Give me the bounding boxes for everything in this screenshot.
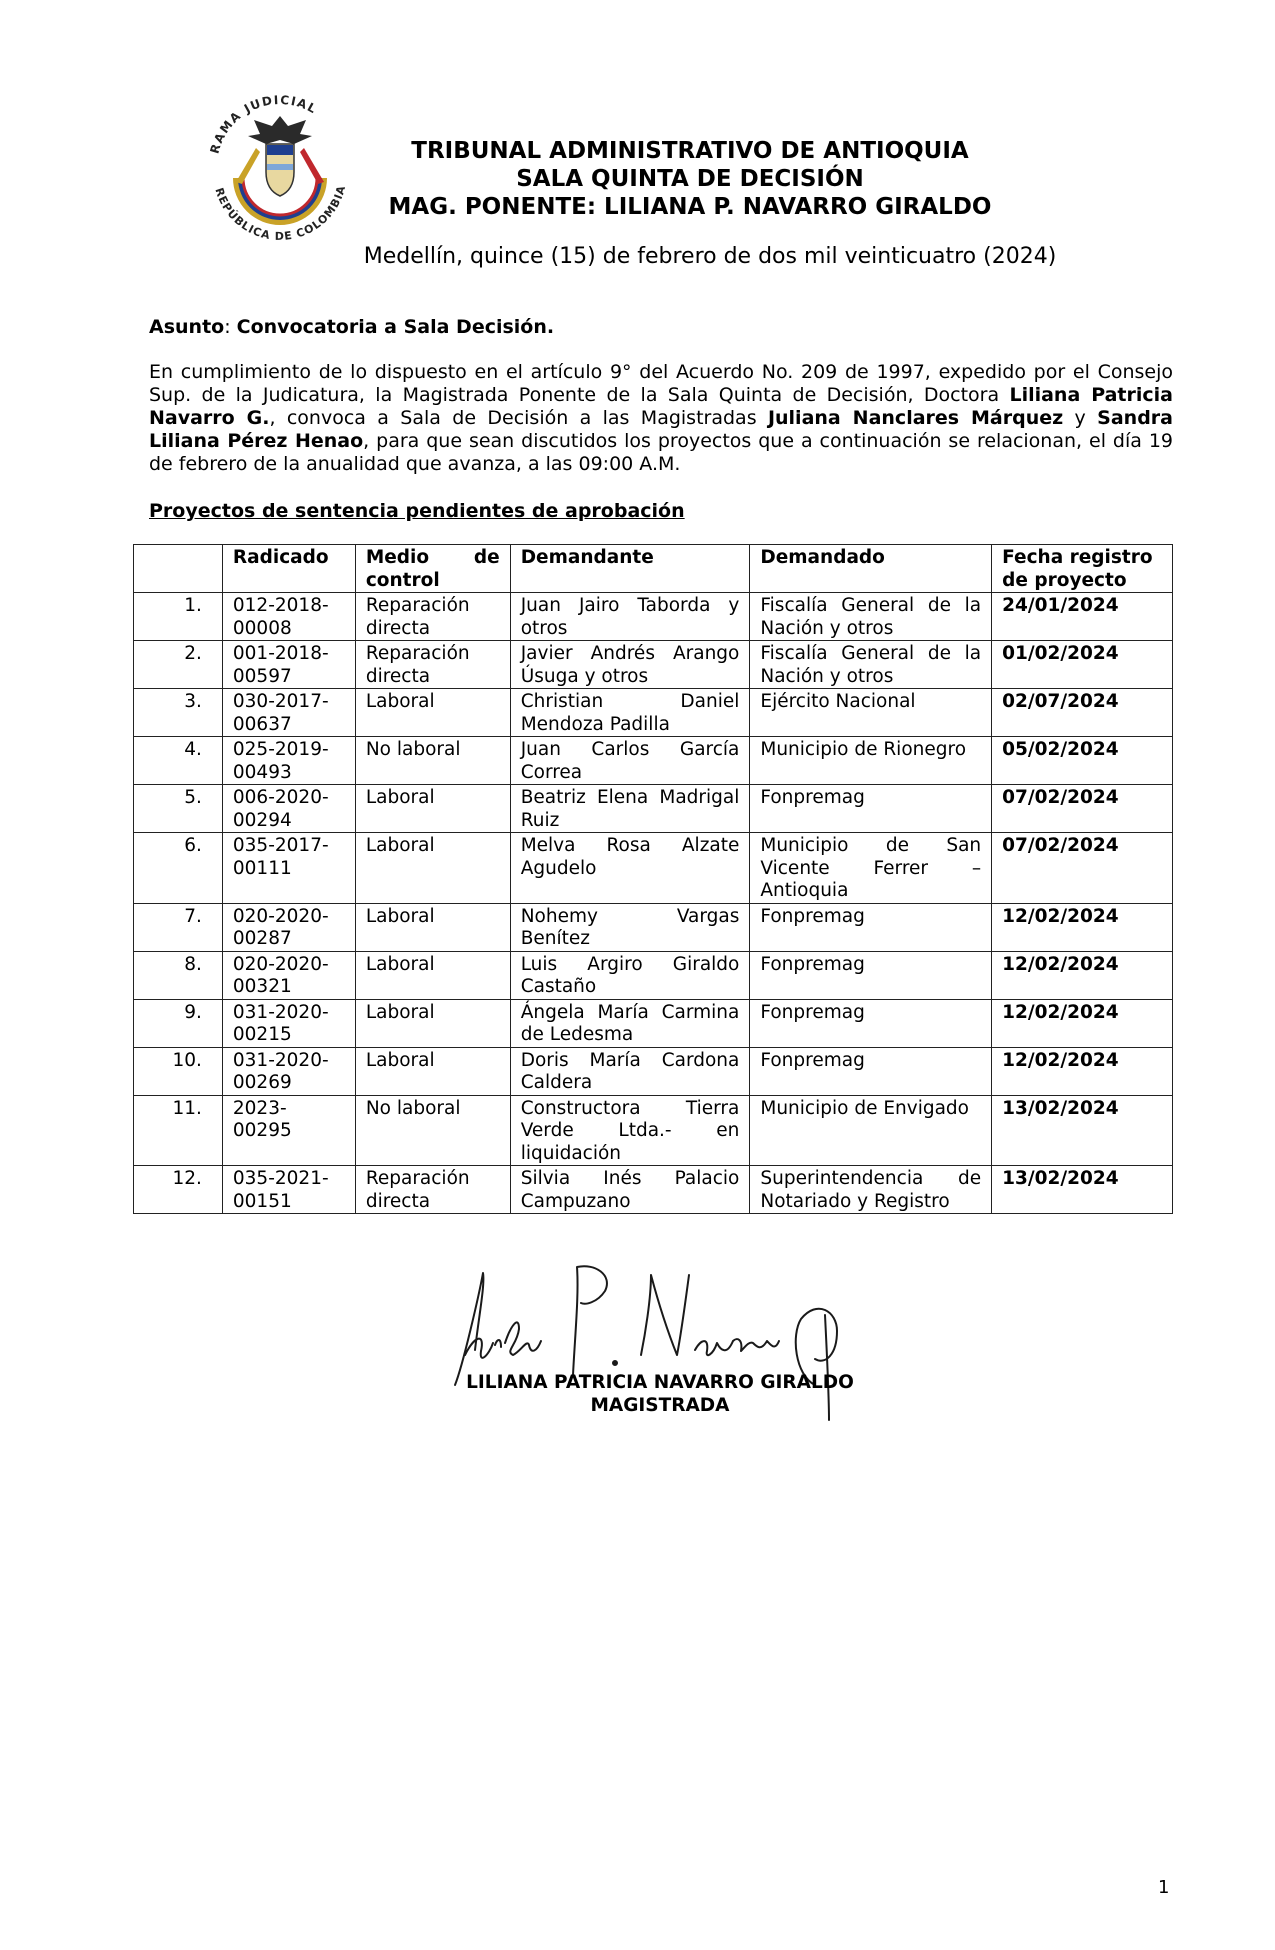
row-demandante: Melva Rosa Alzate Agudelo: [510, 833, 750, 904]
page-number: 1: [1158, 1877, 1170, 1898]
row-medio-control: Laboral: [355, 785, 510, 833]
row-demandado: Municipio de San Vicente Ferrer – Antioquia: [750, 833, 992, 904]
row-fecha: 12/02/2024: [992, 951, 1173, 999]
chamber-name: SALA QUINTA DE DECISIÓN: [516, 166, 864, 192]
seal-text-top: RAMA JUDICIAL: [207, 92, 320, 156]
row-fecha: 12/02/2024: [992, 1047, 1173, 1095]
table-title: Proyectos de sentencia pendientes de aprobación: [149, 500, 685, 522]
subject-value: Convocatoria a Sala Decisión.: [236, 316, 555, 338]
table-header-row: [134, 545, 1173, 593]
table-row: [134, 999, 1173, 1047]
row-demandante: Javier Andrés Arango Úsuga y otros: [510, 641, 750, 689]
row-radicado: 035-2021-00151: [222, 1166, 355, 1214]
row-fecha: 05/02/2024: [992, 737, 1173, 785]
table-row: [134, 833, 1173, 904]
row-fecha: 12/02/2024: [992, 903, 1173, 951]
row-number: 6.: [134, 833, 223, 904]
row-medio-control: No laboral: [355, 1095, 510, 1166]
row-radicado: 006-2020-00294: [222, 785, 355, 833]
subject-line: [149, 316, 554, 338]
table-row: [134, 593, 1173, 641]
row-radicado: 035-2017-00111: [222, 833, 355, 904]
row-fecha: 12/02/2024: [992, 999, 1173, 1047]
magistrate-name-3: Sandra Liliana Pérez Henao: [149, 407, 1173, 452]
row-demandado: Ejército Nacional: [750, 689, 992, 737]
row-demandado: Municipio de Envigado: [750, 1095, 992, 1166]
row-demandado: Superintendencia de Notariado y Registro: [750, 1166, 992, 1214]
row-number: 5.: [134, 785, 223, 833]
row-medio-control: No laboral: [355, 737, 510, 785]
row-demandado: Fonpremag: [750, 1047, 992, 1095]
table-row: [134, 951, 1173, 999]
row-medio-control: Laboral: [355, 951, 510, 999]
header-demandado: Demandado: [750, 545, 992, 593]
paragraph-text-2: , convoca a Sala de Decisión a las Magistradas: [269, 407, 768, 429]
row-demandante: Ángela María Carmina de Ledesma: [510, 999, 750, 1047]
row-medio-control: Laboral: [355, 999, 510, 1047]
row-demandado: Fonpremag: [750, 999, 992, 1047]
table-row: [134, 1095, 1173, 1166]
header-num: [134, 545, 223, 593]
row-number: 12.: [134, 1166, 223, 1214]
presiding-magistrate: MAG. PONENTE: LILIANA P. NAVARRO GIRALDO: [388, 194, 992, 220]
row-medio-control: Laboral: [355, 903, 510, 951]
row-radicado: 012-2018-00008: [222, 593, 355, 641]
header-medio-control: Medio de control: [355, 545, 510, 593]
row-demandante: Nohemy Vargas Benítez: [510, 903, 750, 951]
row-number: 1.: [134, 593, 223, 641]
row-fecha: 13/02/2024: [992, 1166, 1173, 1214]
row-medio-control: Laboral: [355, 1047, 510, 1095]
row-demandado: Fonpremag: [750, 785, 992, 833]
row-radicado: 001-2018-00597: [222, 641, 355, 689]
row-number: 4.: [134, 737, 223, 785]
court-name: TRIBUNAL ADMINISTRATIVO DE ANTIOQUIA: [411, 138, 969, 164]
header-fecha-registro: Fecha registro de proyecto: [992, 545, 1173, 593]
row-radicado: 030-2017-00637: [222, 689, 355, 737]
row-demandante: Silvia Inés Palacio Campuzano: [510, 1166, 750, 1214]
row-number: 8.: [134, 951, 223, 999]
body-paragraph: [149, 361, 1173, 476]
signer-name: LILIANA PATRICIA NAVARRO GIRALDO: [466, 1372, 854, 1393]
row-demandante: Christian Daniel Mendoza Padilla: [510, 689, 750, 737]
row-number: 3.: [134, 689, 223, 737]
signature-block: [410, 1371, 910, 1417]
row-number: 7.: [134, 903, 223, 951]
row-medio-control: Reparación directa: [355, 593, 510, 641]
row-fecha: 13/02/2024: [992, 1095, 1173, 1166]
row-medio-control: Laboral: [355, 833, 510, 904]
row-fecha: 02/07/2024: [992, 689, 1173, 737]
seal-text-bottom: REPÚBLICA DE COLOMBIA: [212, 183, 349, 243]
projects-table: [133, 544, 1173, 1214]
table-row: [134, 1047, 1173, 1095]
header-demandante: Demandante: [510, 545, 750, 593]
table-row: [134, 689, 1173, 737]
magistrate-name-1: Liliana Patricia Navarro G.: [149, 384, 1173, 429]
row-radicado: 020-2020-00321: [222, 951, 355, 999]
date-line: Medellín, quince (15) de febrero de dos mil veinticuatro (2024): [363, 244, 1057, 269]
row-demandado: Fiscalía General de la Nación y otros: [750, 641, 992, 689]
header-radicado: Radicado: [222, 545, 355, 593]
table-row: [134, 737, 1173, 785]
paragraph-text-1: En cumplimiento de lo dispuesto en el artículo 9° del Acuerdo No. 209 de 1997, expedido por el Consejo Sup. de la Judicatura, la Magistrada Ponente de la Sala Quinta de Decisión, Doctora: [149, 361, 1173, 406]
table-row: [134, 903, 1173, 951]
row-demandado: Fonpremag: [750, 951, 992, 999]
rama-judicial-seal-logo: [196, 86, 364, 246]
row-medio-control: Reparación directa: [355, 1166, 510, 1214]
row-medio-control: Reparación directa: [355, 641, 510, 689]
table-row: [134, 1166, 1173, 1214]
row-fecha: 01/02/2024: [992, 641, 1173, 689]
row-radicado: 020-2020-00287: [222, 903, 355, 951]
row-demandado: Fiscalía General de la Nación y otros: [750, 593, 992, 641]
row-demandado: Fonpremag: [750, 903, 992, 951]
row-demandante: Doris María Cardona Caldera: [510, 1047, 750, 1095]
row-demandante: Constructora Tierra Verde Ltda.- en liquidación: [510, 1095, 750, 1166]
row-radicado: 025-2019-00493: [222, 737, 355, 785]
subject-label: Asunto: [149, 316, 225, 338]
row-number: 9.: [134, 999, 223, 1047]
row-demandante: Beatriz Elena Madrigal Ruiz: [510, 785, 750, 833]
row-demandante: Luis Argiro Giraldo Castaño: [510, 951, 750, 999]
paragraph-text-3: y: [1063, 407, 1098, 429]
document-header: [340, 137, 1040, 221]
row-medio-control: Laboral: [355, 689, 510, 737]
paragraph-text-4: , para que sean discutidos los proyectos que a continuación se relacionan, el día 19 de febrero de la anualidad que avanza, a las 09:00 A.M.: [149, 430, 1174, 475]
table-row: [134, 785, 1173, 833]
row-fecha: 24/01/2024: [992, 593, 1173, 641]
row-demandante: Juan Jairo Taborda y otros: [510, 593, 750, 641]
row-radicado: 031-2020-00215: [222, 999, 355, 1047]
row-demandado: Municipio de Rionegro: [750, 737, 992, 785]
row-fecha: 07/02/2024: [992, 785, 1173, 833]
table-row: [134, 641, 1173, 689]
row-radicado: 2023-00295: [222, 1095, 355, 1166]
row-number: 10.: [134, 1047, 223, 1095]
row-demandante: Juan Carlos García Correa: [510, 737, 750, 785]
subject-colon: :: [224, 316, 237, 338]
magistrate-name-2: Juliana Nanclares Márquez: [767, 407, 1064, 429]
row-number: 2.: [134, 641, 223, 689]
row-fecha: 07/02/2024: [992, 833, 1173, 904]
row-number: 11.: [134, 1095, 223, 1166]
row-radicado: 031-2020-00269: [222, 1047, 355, 1095]
signer-title: MAGISTRADA: [590, 1395, 730, 1416]
